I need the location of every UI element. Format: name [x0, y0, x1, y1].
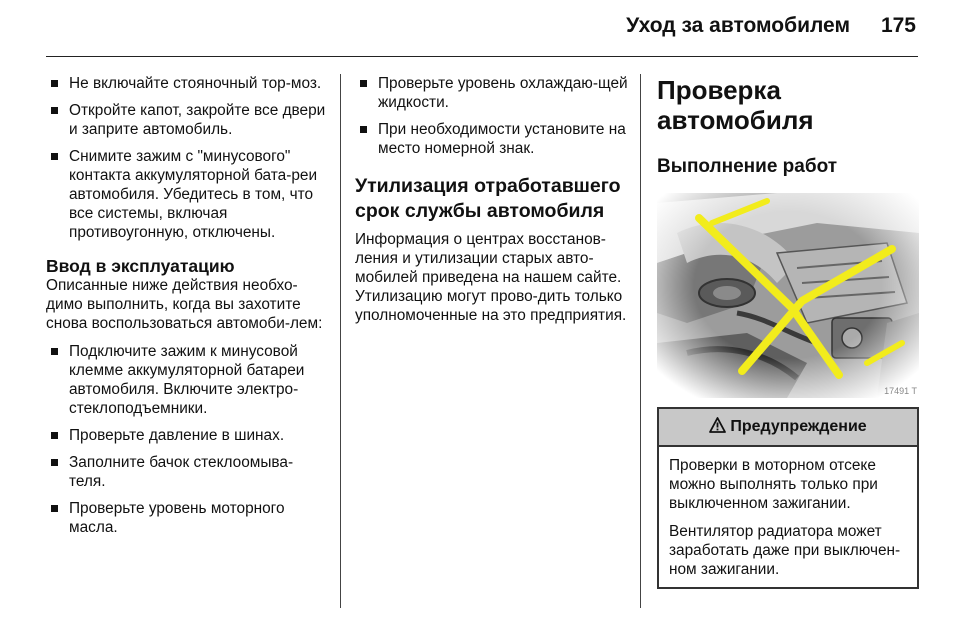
section-title: Проверка автомобиля	[657, 75, 814, 135]
header-title: Уход за автомобилем	[626, 14, 850, 37]
list-item: При необходимости установите на место номерной знак.	[355, 120, 631, 158]
engine-bay-illustration	[657, 193, 919, 398]
section-subtitle: Выполнение работ	[657, 156, 838, 177]
column-divider-1	[340, 74, 341, 608]
warning-heading: Предупреждение	[730, 418, 867, 435]
bullet-list	[355, 74, 631, 158]
list-item: Проверьте уровень моторного масла.	[46, 499, 328, 537]
warning-triangle-icon	[709, 417, 726, 438]
list-item: Не включайте стояночный тор-моз.	[46, 74, 328, 93]
warning-body	[659, 447, 917, 587]
warning-box	[657, 407, 919, 589]
paragraph: Описанные ниже действия необхо-димо выполнить, когда вы захотите снова воспользоваться автомоби-лем:	[46, 277, 323, 332]
warning-paragraph: Вентилятор радиатора может заработать даже при выключен-ном зажигании.	[669, 523, 901, 578]
list-item: Подключите зажим к минусовой клемме аккумуляторной батареи автомобиля. Включите электро-стеклоподъемники.	[46, 342, 328, 418]
figure-number: 17491 T	[884, 386, 917, 396]
column-2	[355, 74, 631, 334]
column-1	[46, 74, 328, 545]
bullet-list	[46, 74, 328, 242]
column-divider-2	[640, 74, 641, 608]
list-item: Откройте капот, закройте все двери и заприте автомобиль.	[46, 101, 328, 139]
engine-bay-drawing	[657, 193, 919, 398]
list-item: Проверьте давление в шинах.	[46, 426, 328, 445]
section-heading: Утилизация отработавшего срок службы автомобиля	[355, 175, 621, 222]
list-item: Заполните бачок стеклоомыва-теля.	[46, 453, 328, 491]
page-number: 175	[880, 14, 916, 37]
warning-paragraph: Проверки в моторном отсеке можно выполнять только при выключенном зажигании.	[669, 457, 878, 512]
list-item: Снимите зажим с "минусового" контакта аккумуляторной бата-реи автомобиля. Убедитесь в том, что все системы, включая противоугонную, отключены.	[46, 147, 328, 242]
header-divider	[46, 56, 918, 57]
list-item: Проверьте уровень охлаждаю-щей жидкости.	[355, 74, 631, 112]
column-3	[657, 74, 919, 589]
paragraph: Информация о центрах восстанов-ления и утилизации старых авто-мобилей приведена на нашем сайте. Утилизацию могут прово-дить только уполномоченные на это предприятия.	[355, 231, 627, 324]
warning-header	[659, 409, 917, 447]
section-heading: Ввод в эксплуатацию	[46, 256, 235, 276]
bullet-list	[46, 342, 328, 537]
